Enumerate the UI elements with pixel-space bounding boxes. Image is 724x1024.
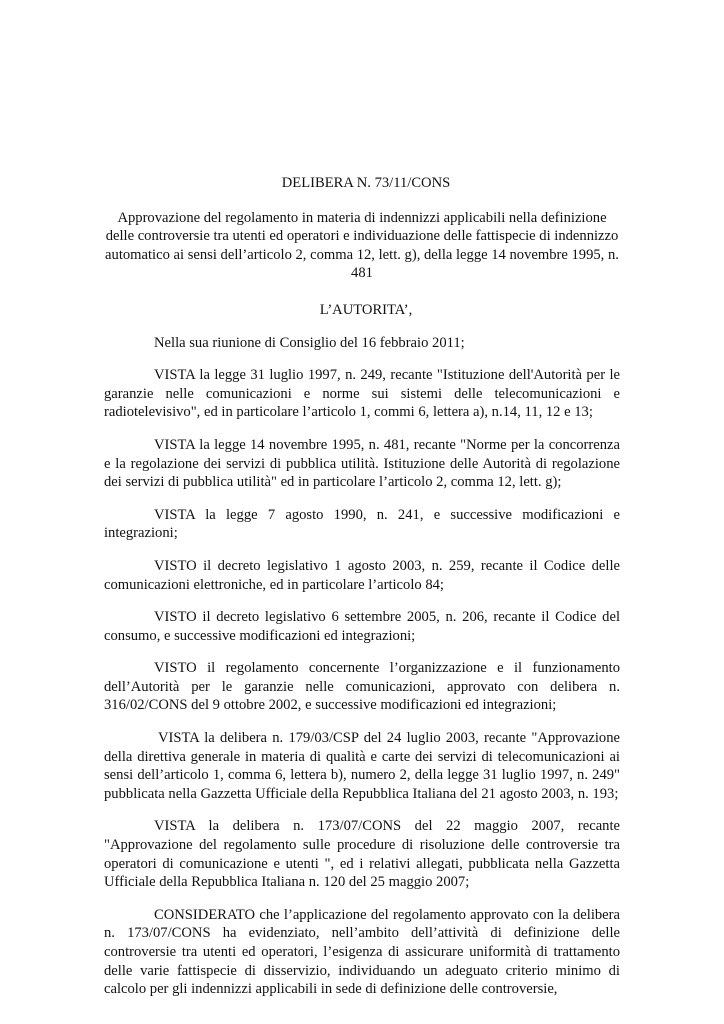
recital-paragraph: VISTO il decreto legislativo 1 agosto 2003, n. 259, recante il Codice delle comunicazioni elettroniche, ed in particolare l’articolo 84; — [104, 557, 620, 593]
deliberation-subject: Approvazione del regolamento in materia di indennizzi applicabili nella definizione delle controversie tra utenti ed operatori e individuazione delle fattispecie di indennizzo automatico ai sensi dell’articolo 2, comma 12, lett. g), della legge 14 novembre 1995, n. 481 — [105, 209, 619, 282]
recital-paragraph: VISTA la delibera n. 173/07/CONS del 22 maggio 2007, recante "Approvazione del regolamento sulle procedure di risoluzione delle controversie tra operatori di comunicazione e utenti ", ed i relativi allegati, pubblicata nella Gazzetta Ufficiale della Repubblica Italiana n. 120 del 25 maggio 2007; — [104, 818, 620, 891]
authority-heading: L’AUTORITA’, — [319, 301, 413, 318]
recital-paragraph: VISTO il decreto legislativo 6 settembre 2005, n. 206, recante il Codice del consumo, e successive modificazioni ed integrazioni; — [104, 609, 620, 644]
document-body — [104, 174, 620, 999]
meeting-paragraph: Nella sua riunione di Consiglio del 16 febbraio 2011; — [154, 334, 465, 351]
recital-paragraph: VISTA la legge 7 agosto 1990, n. 241, e successive modificazioni e integrazioni; — [104, 506, 620, 542]
recital-paragraph: VISTA la legge 31 luglio 1997, n. 249, recante "Istituzione dell'Autorità per le garanzie nelle comunicazioni e norme sui sistemi delle telecomunicazioni e radiotelevisivo", ed in particolare l’articolo 1, commi 6, lettera a), n.14, 11, 12 e 13; — [104, 367, 620, 421]
recital-paragraph: VISTA la legge 14 novembre 1995, n. 481, recante "Norme per la concorrenza e la regolazione dei servizi di pubblica utilità. Istituzione delle Autorità di regolazione dei servizi di pubblica utilità" ed in particolare l’articolo 2, comma 12, lett. g); — [104, 436, 620, 491]
recital-paragraph: VISTO il regolamento concernente l’organizzazione e il funzionamento dell’Autorità per le garanzie nelle comunicazioni, approvato con delibera n. 316/02/CONS del 9 ottobre 2002, e successive modificazioni ed integrazioni; — [104, 660, 620, 714]
deliberation-title: DELIBERA N. 73/11/CONS — [281, 175, 451, 191]
recital-paragraph: VISTA la delibera n. 179/03/CSP del 24 luglio 2003, recante "Approvazione della direttiva generale in materia di qualità e carte dei servizi di telecomunicazioni ai sensi dell’articolo 1, comma 6, lettera b), numero 2, della legge 31 luglio 1997, n. 249" pubblicata nella Gazzetta Ufficiale della Repubblica Italiana del 21 agosto 2003, n. 193; — [104, 730, 620, 802]
considerato-paragraph: CONSIDERATO che l’applicazione del regolamento approvato con la delibera n. 173/07/CONS ha evidenziato, nell’ambito dell’attività di definizione delle controversie tra utenti ed operatori, l’esigenza di assicurare uniformità di trattamento delle varie fattispecie di disservizio, individuando un adeguato criterio minimo di calcolo per gli indennizzi applicabili in sede di definizione delle controversie, — [104, 906, 620, 998]
